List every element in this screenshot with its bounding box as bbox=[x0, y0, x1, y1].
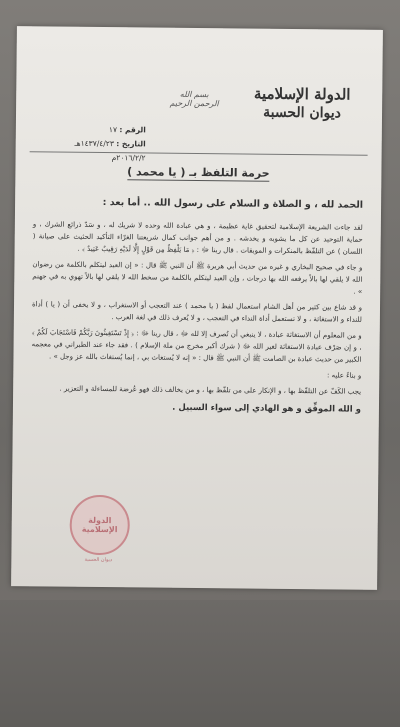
title-text: حرمة التلفظ بـ ( يا محمد ) bbox=[127, 165, 270, 180]
org-name-line2: ديوان الحسبة bbox=[263, 104, 342, 122]
date-greg: ٢٠١٦/٢/٢م bbox=[111, 153, 146, 163]
stamp-line1: الدولة bbox=[88, 515, 112, 526]
document-meta bbox=[35, 122, 145, 165]
date-hijri: ١٤٣٧/٤/٢٣هـ bbox=[74, 138, 114, 149]
paragraph: و جاء في صحيح البخاري و غيره من حديث أبي هريرة ﷺ أن النبي ﷺ قال : « إن العبد ليتكلم بالكلمة من رضوان الله لا يلقي لها بالاً يرفعه الله بها درجات ، وإن العبد ليتكلم بالكلمة من سخط الله لا يلقي لها بالاً تهوي به في جهنم » . bbox=[32, 260, 363, 296]
document-page bbox=[11, 26, 383, 590]
org-name-line1: الدولة الإسلامية bbox=[253, 84, 351, 104]
ref-value: ١٧ bbox=[108, 125, 118, 135]
date-row bbox=[36, 136, 146, 151]
ref-row bbox=[36, 122, 146, 137]
date-label: التاريخ : bbox=[116, 139, 146, 149]
basmala-calligraphy: بسم الله الرحمن الرحيم bbox=[169, 89, 219, 109]
paragraph: يجب الكَفّ عن التلفّظ بها ، و الإنكار على من تلفّظ بها ، و من يخالف ذلك فهو عُرضة للمساءلة و التعزير . bbox=[59, 384, 362, 396]
frame-bottom bbox=[0, 600, 400, 727]
paragraph: لقد جاءت الشريعة الإسلامية لتحقيق غاية عظيمة ، و هي عبادة الله وحده لا شريك له ، و سَدّ ذرائع الشرك ، و حماية التوحيد عن كل ما يشوبه و يخدشه . و من أهم جوانب كمال شريعتنا الغرّاء التأكيد الحثيث على صيانة ( اللسان ) عن التلفّظ بالمنكرات و الموبقات . قال ربنا ﷻ : ﴿ مَا يَلْفِظُ مِن قَوْلٍ إِلَّا لَدَيْهِ رَقِيبٌ عَتِيدٌ ﴾ . bbox=[32, 220, 363, 256]
document-title bbox=[15, 164, 381, 181]
organization-name bbox=[242, 84, 362, 121]
paragraph: و بناءً عليه : bbox=[326, 371, 362, 380]
closing-line: و الله الموفِّق و هو الهادي إلى سواء السبيل . bbox=[172, 402, 361, 415]
document-body bbox=[31, 196, 363, 415]
stamp-line2: الإسلامية bbox=[81, 524, 118, 535]
official-stamp bbox=[69, 495, 130, 556]
greeting: الحمد لله ، و الصلاة و السلام على رسول الله .. أما بعد : bbox=[102, 197, 364, 211]
letterhead bbox=[16, 74, 383, 163]
paragraph: و من المعلوم أن الاستغاثة عبادة ، لا ينبغي أن تُصرف إلا لله ﷻ ، قال ربنا ﷻ : ﴿ إِذْ تَسْتَغِيثُونَ رَبَّكُمْ فَاسْتَجَابَ لَكُمْ ﴾ ، و إن صَرْف عبادة الاستغاثة لغير الله ﷻ ( شرك أكبر مخرج من ملة الإسلام ) . فقد جاء عند الطبراني في معجمه الكبير من حديث عبادة بن الصامت ﷺ أن النبي ﷺ قال : « إنه لا يُستغاث بي ، إنما يُستغاث بالله عز وجل » . bbox=[31, 328, 362, 364]
ref-label: الرقم : bbox=[119, 125, 146, 135]
paragraph: و قد شاع بين كثير من أهل الشام استعمال لفظ ( يا محمد ) عند التعجب أو الاستغراب ، و لا يخفى أن ( يا ) أداة للنداء و الاستغاثة ، و لا تستعمل أداة النداء في التعجب ، و لا يُعرف ذلك في لغة العرب . bbox=[31, 300, 363, 324]
stamp-label: ديوان الحسبة bbox=[84, 556, 113, 564]
